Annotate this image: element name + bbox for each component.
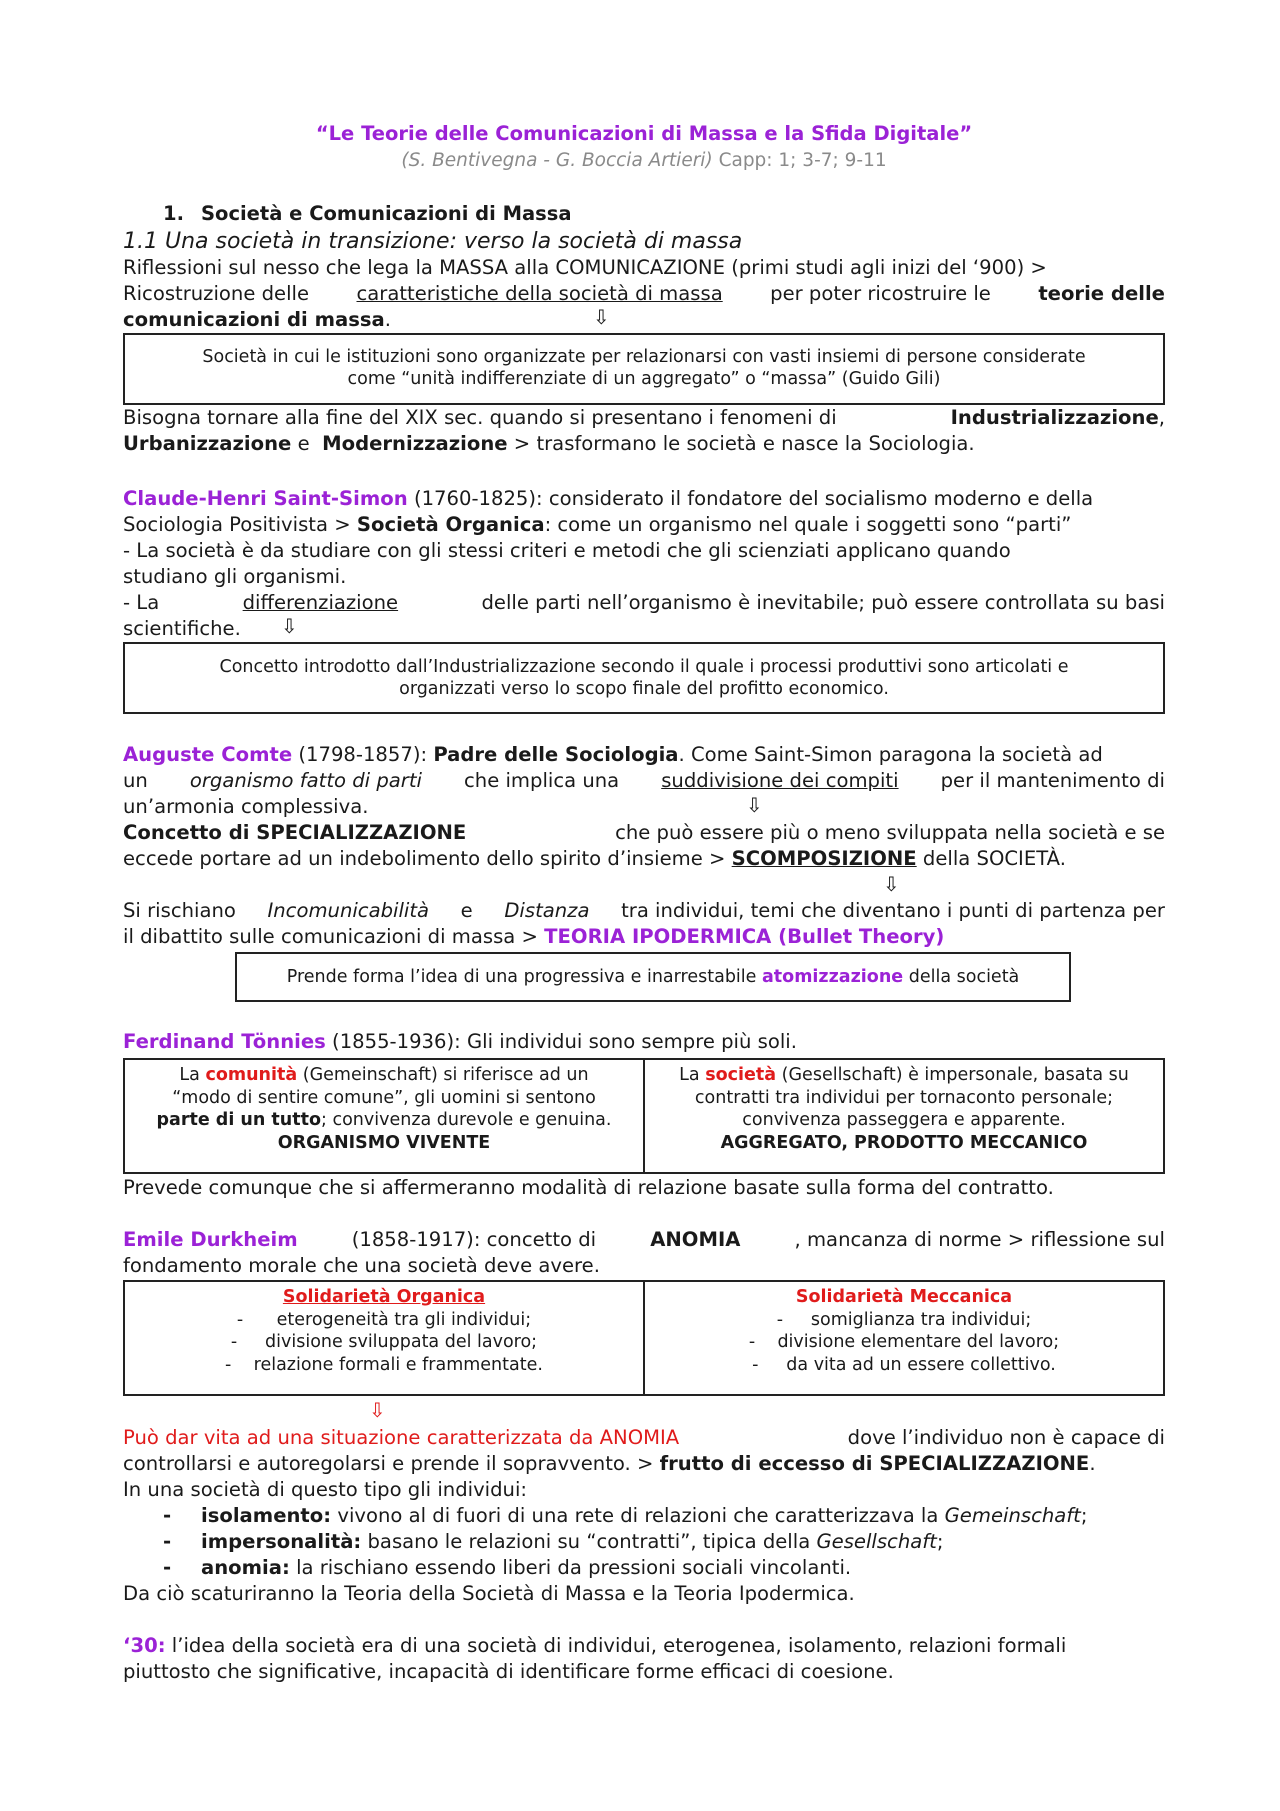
theories-sentence: Da ciò scaturiranno la Teoria della Società di Massa e la Teoria Ipodermica. xyxy=(123,1582,855,1605)
definition-box-differentiation: Concetto introdotto dall’Industrializzazione secondo il quale i processi produttivi sono articolati e organizzati verso lo scopo finale del profitto economico. xyxy=(123,642,1165,714)
down-arrow-icon: ⇩ xyxy=(593,305,610,329)
subsection-heading: 1.1 Una società in transizione: verso la società di massa xyxy=(123,229,743,254)
list-item: - relazione formali e frammentate. xyxy=(225,1354,543,1375)
anomia-paragraph: Può dar vita ad una situazione caratterizzata da ANOMIA dove l’individuo non è capace di controllarsi e autoregolarsi e prende il sopravvento. > frutto di eccesso di SPECIALIZZAZIONE. In una società di questo tipo gli individui: xyxy=(123,1426,1165,1501)
list-item: - eterogeneità tra gli individui; xyxy=(236,1309,532,1330)
section-number: 1. xyxy=(163,202,184,225)
list-item: - somiglianza tra individui; xyxy=(776,1309,1032,1330)
comte-paragraph-2: Si rischiano Incomunicabilità e Distanza tra individui, temi che diventano i punti di partenza per il dibattito sulle comunicazioni di massa > TEORIA IPODERMICA (Bullet Theory) xyxy=(123,899,1165,948)
characteristics-list xyxy=(163,1503,1087,1581)
person-name-comte: Auguste Comte xyxy=(123,743,293,766)
history-paragraph: Bisogna tornare alla fine del XIX sec. quando si presentano i fenomeni di Industrializzazione, Urbanizzazione e Modernizzazione > trasformano le società e nasce la Sociologia. xyxy=(123,406,1165,455)
list-item: - da vita ad un essere collettivo. xyxy=(752,1354,1056,1375)
down-arrow-icon: ⇩ xyxy=(883,872,900,896)
list-item: - isolamento: vivono al di fuori di una rete di relazioni che caratterizzava la Gemeinschaft; xyxy=(163,1504,1088,1527)
document-title: “Le Teorie delle Comunicazioni di Massa e la Sfida Digitale” xyxy=(315,122,973,145)
list-item: - impersonalità: basano le relazioni su “contratti”, tipica della Gesellschaft; xyxy=(163,1530,944,1553)
intro-line-1: Riflessioni sul nesso che lega la MASSA alla COMUNICAZIONE (primi studi agli inizi del ‘900) > xyxy=(123,256,1047,279)
organic-solidarity-cell: Solidarietà Organica - eterogeneità tra gli individui; - divisione sviluppata del lavoro; - relazione formali e frammentate. xyxy=(125,1282,643,1394)
down-arrow-icon: ⇩ xyxy=(281,614,298,638)
list-item: - anomia: la rischiano essendo liberi da pressioni sociali vincolanti. xyxy=(163,1556,852,1579)
comte-paragraph: Auguste Comte (1798-1857): Padre delle Sociologia. Come Saint-Simon paragona la società ad un organismo fatto di parti che implica una suddivisione dei compiti per il mantenimento di un’armonia complessiva. Concetto di SPECIALIZZAZIONE che può essere più o meno sviluppata nella società e se eccede portare ad un indebolimento dello spirito d’insieme > SCOMPOSIZIONE della SOCIETÀ. xyxy=(123,743,1165,870)
document-subtitle xyxy=(123,150,1165,171)
authors: (S. Bentivegna - G. Boccia Artieri) xyxy=(401,150,713,171)
down-arrow-icon: ⇩ xyxy=(746,793,763,817)
person-name-saint-simon: Claude-Henri Saint-Simon xyxy=(123,487,408,510)
person-name-tonnies: Ferdinand Tönnies xyxy=(123,1030,326,1053)
thirties-paragraph: ‘30: l’idea della società era di una società di individui, eterogenea, isolamento, relazioni formali piuttosto che significative, incapacità di identificare forme efficaci di coesione. xyxy=(123,1634,1067,1683)
saint-simon-paragraph: Claude-Henri Saint-Simon (1760-1825): considerato il fondatore del socialismo moderno e della Sociologia Positivista > Società Organica: come un organismo nel quale i soggetti sono “parti” - La società è da studiare con gli stessi criteri e metodi che gli scienziati applicano quando studiano gli organismi. - La differenziazione delle parti nell’organismo è inevitabile; può essere controllata su basi scientifiche. xyxy=(123,487,1165,640)
mechanical-solidarity-cell: Solidarietà Meccanica - somiglianza tra individui; - divisione elementare del lavoro; - da vita ad un essere collettivo. xyxy=(643,1282,1163,1394)
chapters: Capp: 1; 3-7; 9-11 xyxy=(718,150,887,171)
intro-paragraph xyxy=(123,255,1165,333)
solidarity-table xyxy=(123,1280,1165,1396)
down-arrow-icon: ⇩ xyxy=(369,1398,386,1422)
section-title: Società e Comunicazioni di Massa xyxy=(201,202,572,225)
tonnies-paragraph: Ferdinand Tönnies (1855-1936): Gli individui sono sempre più soli. xyxy=(123,1030,797,1053)
intro-line-2: Ricostruzione delle caratteristiche della società di massa per poter ricostruire le teorie delle xyxy=(123,282,1165,305)
person-name-durkheim: Emile Durkheim xyxy=(123,1228,298,1251)
society-cell: La società (Gesellschaft) è impersonale, basata su contratti tra individui per tornaconto personale; convivenza passeggera e apparente. AGGREGATO, PRODOTTO MECCANICO xyxy=(643,1060,1163,1172)
intro-line-3: comunicazioni di massa. xyxy=(123,308,391,331)
section-heading xyxy=(163,202,572,225)
community-society-table xyxy=(123,1058,1165,1174)
list-item: - divisione sviluppata del lavoro; xyxy=(230,1332,538,1352)
year-label: ‘30: xyxy=(123,1634,166,1657)
tonnies-conclusion: Prevede comunque che si affermeranno modalità di relazione basate sulla forma del contratto. xyxy=(123,1176,1054,1199)
atomization-box: Prende forma l’idea di una progressiva e inarrestabile atomizzazione della società xyxy=(235,952,1071,1002)
community-cell: La comunità (Gemeinschaft) si riferisce ad un “modo di sentire comune”, gli uomini si sentono parte di un tutto; convivenza durevole e genuina. ORGANISMO VIVENTE xyxy=(156,1065,612,1153)
list-item: - divisione elementare del lavoro; xyxy=(748,1332,1060,1352)
durkheim-paragraph: Emile Durkheim (1858-1917): concetto di ANOMIA , mancanza di norme > riflessione sul fondamento morale che una società deve avere. xyxy=(123,1228,1165,1277)
definition-box-mass-society: Società in cui le istituzioni sono organizzate per relazionarsi con vasti insiemi di persone considerate come “unità indifferenziate di un aggregato” o “massa” (Guido Gili) xyxy=(123,333,1165,405)
